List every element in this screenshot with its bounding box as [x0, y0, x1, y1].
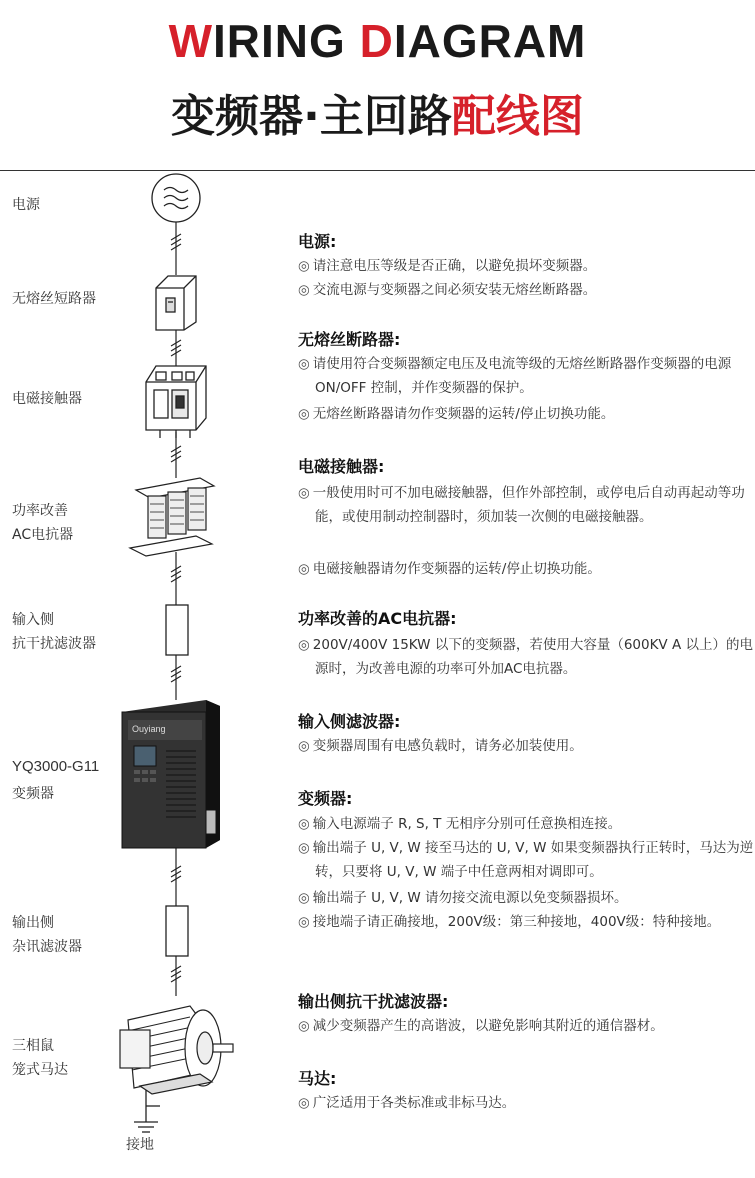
- section-inverter-item: ◎ 接地端子请正确接地，200V级：第三种接地，400V级：特种接地。: [298, 914, 721, 930]
- label-breaker: 无熔丝短路器: [12, 291, 96, 307]
- section-inverter-item: ◎ 输出端子 U, V, W 接至马达的 U, V, W 如果变频器执行正转时，马达为逆转，只要将 U, V, W 端子中任意两相对调即可。: [298, 840, 754, 880]
- title-en-w: W: [168, 15, 214, 67]
- title-en-iagram: IAGRAM: [393, 15, 587, 67]
- bullet-mark: ◎: [298, 258, 310, 274]
- section-breaker-item: ◎ 无熔丝断路器请勿作变频器的运转/停止切换功能。: [298, 406, 615, 422]
- bullet-mark: ◎: [298, 282, 310, 298]
- bullet-mark: ◎: [298, 816, 310, 832]
- bullet-mark: ◎: [298, 1018, 310, 1034]
- inverter-icon: [122, 700, 220, 848]
- input-filter-icon: [166, 605, 188, 655]
- section-output-filter-item: ◎ 减少变频器产生的高谐波，以避免影响其附近的通信器材。: [298, 1018, 664, 1034]
- section-reactor-item: ◎ 200V/400V 15KW 以下的变频器，若使用大容量（600KV A 以上）的电源时，为改善电源的功率可外加AC电抗器。: [298, 637, 753, 677]
- bullet-mark: ◎: [298, 840, 310, 856]
- section-inverter-item: ◎ 输出端子 U, V, W 请勿接交流电源以免变频器损坏。: [298, 890, 628, 906]
- inverter-brand-label: Ouyiang: [132, 724, 166, 734]
- bullet-mark: ◎: [298, 914, 310, 930]
- label-power: 电源: [12, 197, 40, 213]
- bullet-mark: ◎: [298, 1095, 310, 1111]
- bullet-mark: ◎: [298, 890, 310, 906]
- section-reactor-title: 功率改善的AC电抗器:: [298, 609, 457, 628]
- label-input-filter: 输入侧 抗干扰滤波器: [12, 612, 96, 652]
- label-contactor: 电磁接触器: [12, 391, 82, 407]
- section-power-item: ◎ 交流电源与变频器之间必须安装无熔丝断路器。: [298, 282, 597, 298]
- section-motor-item: ◎ 广泛适用于各类标准或非标马达。: [298, 1095, 516, 1111]
- output-filter-icon: [166, 906, 188, 956]
- section-contactor-item: ◎ 一般使用时可不加电磁接触器，但作外部控制，或停电后自动再起动等功能，或使用制动控制器时，须加装一次侧的电磁接触器。: [298, 485, 745, 525]
- motor-icon: [120, 1006, 233, 1094]
- bullet-mark: ◎: [298, 356, 310, 372]
- section-input-filter-item: ◎ 变频器周围有电感负载时，请务必加装使用。: [298, 738, 583, 754]
- title-en-d: D: [359, 15, 394, 67]
- ground-symbol-icon: [134, 1090, 160, 1132]
- label-ground: 接地: [126, 1137, 154, 1153]
- section-power-title: 电源:: [298, 232, 337, 251]
- label-inverter-model: YQ3000-G11: [12, 758, 100, 775]
- section-output-filter-title: 输出侧抗干扰滤波器:: [298, 992, 449, 1011]
- title-cn-red: 配线图: [451, 91, 584, 142]
- label-reactor: 功率改善 AC电抗器: [12, 503, 74, 543]
- bullet-mark: ◎: [298, 485, 310, 501]
- section-contactor-title: 电磁接触器:: [298, 457, 385, 476]
- bullet-mark: ◎: [298, 738, 310, 754]
- label-inverter: 变频器: [12, 786, 54, 802]
- bullet-mark: ◎: [298, 406, 310, 422]
- label-motor: 三相鼠 笼式马达: [12, 1038, 68, 1078]
- section-power-item: ◎ 请注意电压等级是否正确，以避免损坏变频器。: [298, 258, 597, 274]
- section-contactor-item: ◎ 电磁接触器请勿作变频器的运转/停止切换功能。: [298, 561, 601, 577]
- section-inverter-title: 变频器:: [298, 789, 353, 808]
- power-source-icon: [152, 174, 200, 222]
- label-output-filter: 输出侧 杂讯滤波器: [12, 915, 82, 955]
- title-en-iring: IRING: [213, 15, 360, 67]
- section-breaker-item: ◎ 请使用符合变频器额定电压及电流等级的无熔丝断路器作变频器的电源 ON/OFF 控制，并作变频器的保护。: [298, 356, 732, 396]
- section-motor-title: 马达:: [298, 1069, 337, 1088]
- section-input-filter-title: 输入侧滤波器:: [298, 712, 401, 731]
- contactor-icon: [146, 366, 206, 438]
- breaker-icon: [156, 276, 196, 330]
- section-inverter-item: ◎ 输入电源端子 R, S, T 无相序分别可任意换相连接。: [298, 816, 622, 832]
- ac-reactor-icon: [130, 478, 214, 556]
- section-breaker-title: 无熔丝断路器:: [298, 330, 401, 349]
- bullet-mark: ◎: [298, 561, 310, 577]
- bullet-mark: ◎: [298, 637, 310, 653]
- title-cn-black: 变频器·主回路: [171, 91, 452, 142]
